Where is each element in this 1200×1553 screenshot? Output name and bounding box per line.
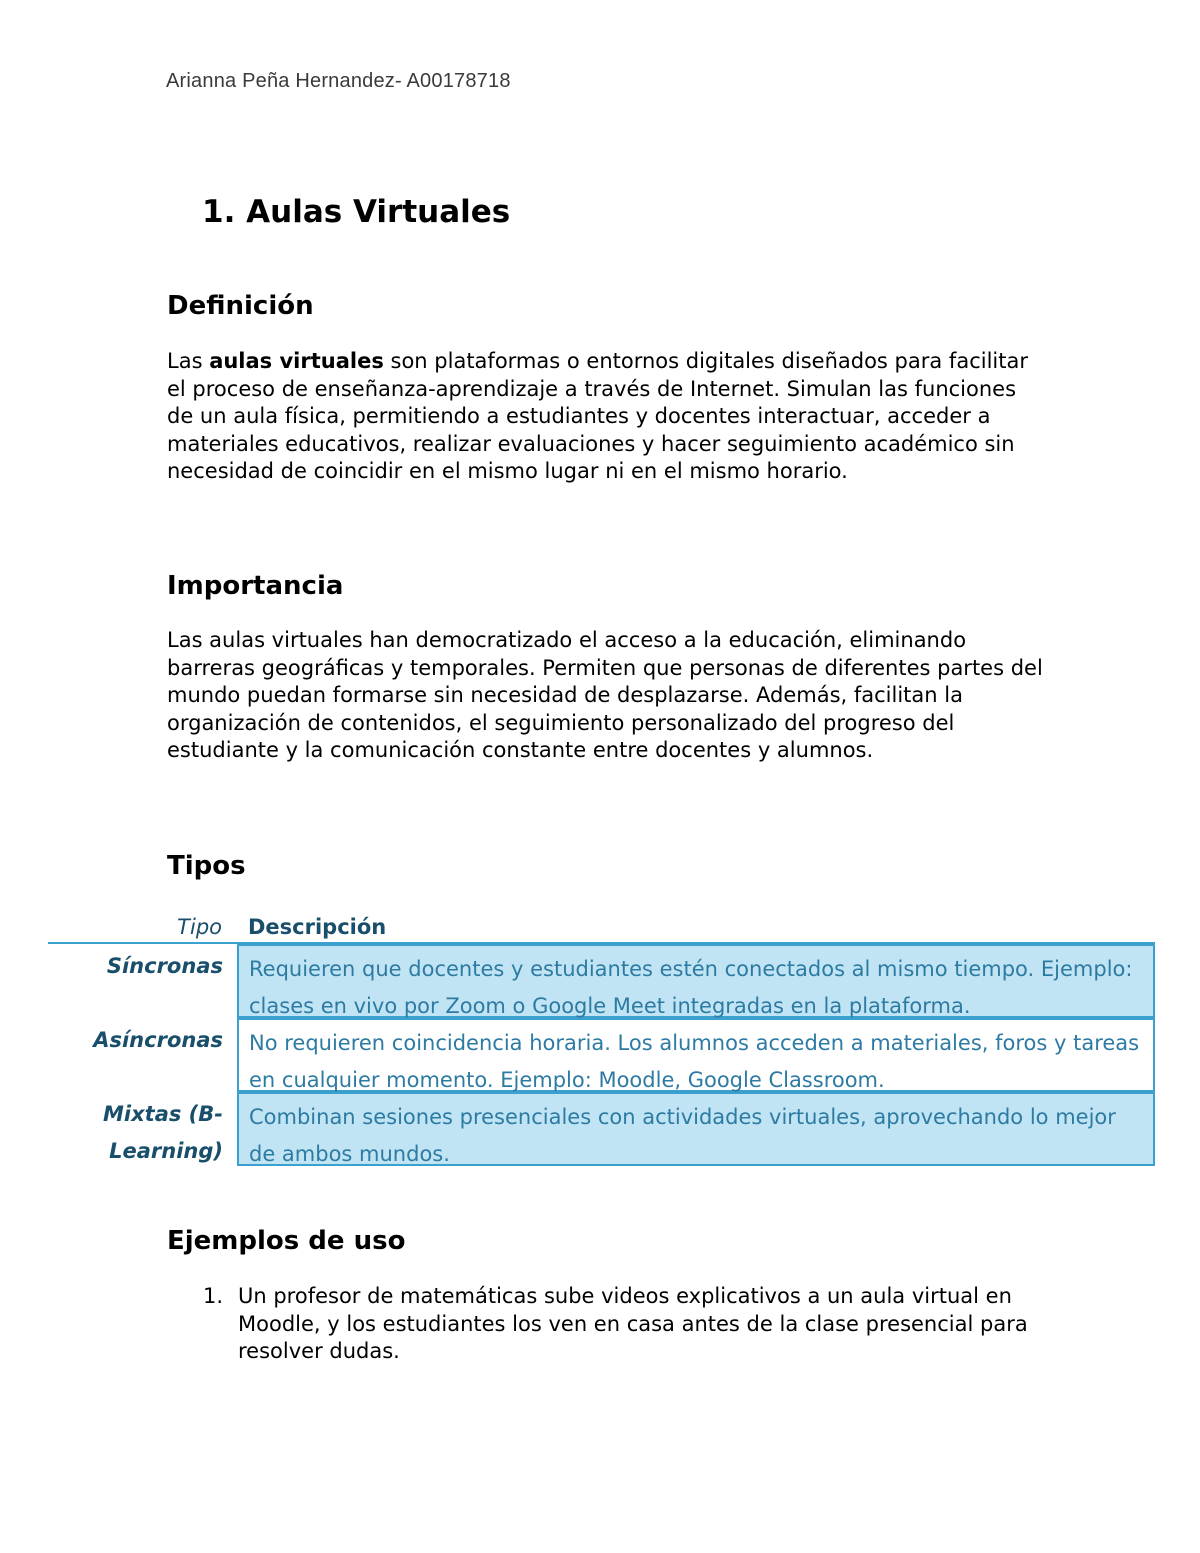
table-row-sincronas <box>48 944 1155 1018</box>
section-heading-importancia: Importancia <box>167 571 344 601</box>
table-row-label: Asíncronas <box>93 1028 223 1052</box>
ejemplos-list <box>167 1283 1047 1366</box>
table-header-descripcion: Descripción <box>248 915 387 939</box>
document-title: 1. Aulas Virtuales <box>202 194 511 230</box>
table-row-description: Requieren que docentes y estudiantes estén conectados al mismo tiempo. Ejemplo: clases en vivo por Zoom o Google Meet integradas en la plataforma. <box>237 944 1155 1018</box>
table-row-asincronas <box>48 1018 1155 1092</box>
table-header-tipo: Tipo <box>177 915 222 939</box>
definicion-text-start: Las <box>167 349 210 373</box>
importancia-paragraph: Las aulas virtuales han democratizado el acceso a la educación, eliminando barreras geográficas y temporales. Permiten que personas de diferentes partes del mundo puedan formarse sin necesidad de desplazarse. Además, facilitan la organización de contenidos, el seguimiento personalizado del progreso del estudiante y la comunicación constante entre docentes y alumnos. <box>167 628 1043 762</box>
table-row-description: Combinan sesiones presenciales con actividades virtuales, aprovechando lo mejor de ambos mundos. <box>237 1092 1155 1166</box>
list-item <box>167 1283 1047 1366</box>
section-heading-tipos: Tipos <box>167 851 246 881</box>
table-row-label: Síncronas <box>106 954 223 978</box>
table-row-label: Mixtas (B-Learning) <box>103 1102 223 1163</box>
page-header-author: Arianna Peña Hernandez- A00178718 <box>166 70 511 92</box>
section-heading-ejemplos: Ejemplos de uso <box>167 1226 406 1256</box>
definicion-paragraph <box>167 348 1047 486</box>
definicion-text-rest: son plataformas o entornos digitales diseñados para facilitar el proceso de enseñanza-aprendizaje a través de Internet. Simulan las funciones de un aula física, permitiendo a estudiantes y docentes interactuar, acceder a materiales educativos, realizar evaluaciones y hacer seguimiento académico sin necesidad de coincidir en el mismo lugar ni en el mismo horario. <box>167 349 1028 483</box>
table-row-mixtas <box>48 1092 1155 1166</box>
definicion-bold-term: aulas virtuales <box>209 349 384 373</box>
list-item-number: 1. <box>203 1284 224 1308</box>
table-row-description: No requieren coincidencia horaria. Los alumnos acceden a materiales, foros y tareas en cualquier momento. Ejemplo: Moodle, Google Classroom. <box>237 1018 1155 1092</box>
section-heading-definicion: Definición <box>167 291 314 321</box>
list-item-text: Un profesor de matemáticas sube videos explicativos a un aula virtual en Moodle, y los estudiantes los ven en casa antes de la clase presencial para resolver dudas. <box>238 1284 1028 1363</box>
